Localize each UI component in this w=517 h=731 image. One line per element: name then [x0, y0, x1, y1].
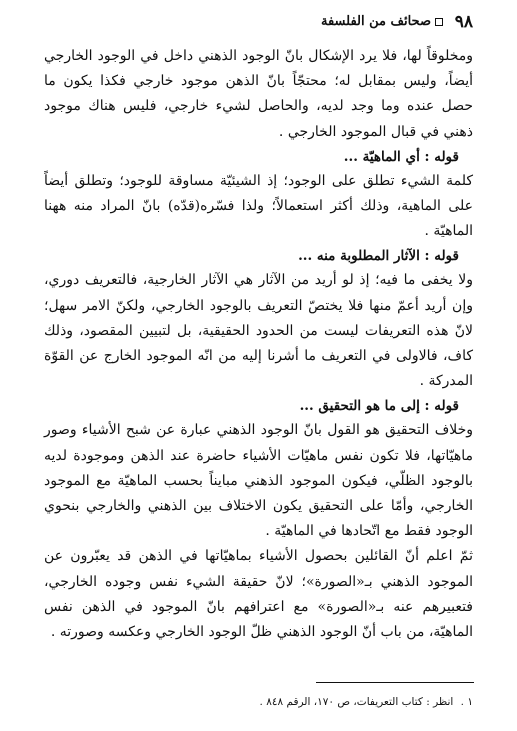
paragraph: ومخلوقاً لها، فلا يرد الإشكال بانّ الوجود الذهني داخل في الوجود الخارجي أيضاً، وليس بمقابل له؛ محتجّاً بانّ الذهن موجود خارجي فكذا يكون ما حصل عنده وما وجد لديه، والحاصل لشيء خارجي، فليس هناك موجود ذهني في قبال الموجود الخارجي . — [44, 48, 473, 140]
page-number: ٩٨ — [454, 12, 473, 32]
paragraph: كلمة الشيء تطلق على الوجود؛ إذ الشيئيّة مساوقة للوجود؛ وتطلق أيضاً على الماهية، وذلك أكثر استعمالاً؛ ولذا فسّره(قدّه) بانّ المراد منه ههنا الماهيّة . — [44, 172, 473, 240]
footnote-text: انظر : كتاب التعريفات، ص ١٧٠، الرقم ٨٤٨ . — [259, 696, 454, 708]
square-ornament-icon — [435, 18, 443, 26]
paragraph: ولا يخفى ما فيه؛ إذ لو أريد من الآثار هي الآثار الخارجية، فالتعريف دوري، وإن أريد أعمّ منها فلا يختصّ التعريف بالوجود الخارجي، ولكنّ الامر سهل؛ لانّ هذه التعريفات ليست من الحدود الحقيقية، بل لتبيين المقصود، وذلك كاف، فالاولى في التعريف ما أشرنا إليه من انّه الموجود الخارج عن القوّة المدركة . — [44, 272, 473, 390]
paragraph: ثمّ اعلم أنّ القائلين بحصول الأشياء بماهيّاتها في الذهن قد يعبّرون عن الموجود الذهني بـ«الصورة»؛ لانّ حقيقة الشيء نفس وجوده الخارجي، فتعبيرهم عنه بـ«الصورة» مع اعترافهم بانّ الموجود في الذهن نفس الماهيّة، من باب أنّ الوجود الذهني ظلّ الوجود الخارجي وعكسه وصورته . — [44, 548, 473, 641]
section-heading: قوله : إلى ما هو التحقيق ... — [299, 398, 459, 415]
footnote — [44, 695, 473, 709]
footnote-number: ١ . — [460, 696, 473, 708]
page-body — [44, 44, 473, 645]
footnote-separator — [316, 682, 474, 683]
section-heading: قوله : أي الماهيّة ... — [343, 148, 459, 165]
running-title: صحائف من الفلسفة — [321, 14, 431, 29]
page-header — [44, 12, 473, 34]
section-heading: قوله : الآثار المطلوبة منه ... — [298, 248, 459, 265]
paragraph: وخلاف التحقيق هو القول بانّ الوجود الذهني عبارة عن شبح الأشياء وصور ماهيّاتها، فلا تكون نفس ماهيّات الأشياء حاضرة عند الذهن وموجودة لديه بالوجود الظلّي، فيكون الموجود الذهني مبايناً بحسب الماهيّة مع الموجود الخارجي، وأمّا على التحقيق يكون الاختلاف بين الذهني والخارجي بنحوي الوجود فقط مع اتّحادها في الماهيّة . — [44, 422, 473, 540]
